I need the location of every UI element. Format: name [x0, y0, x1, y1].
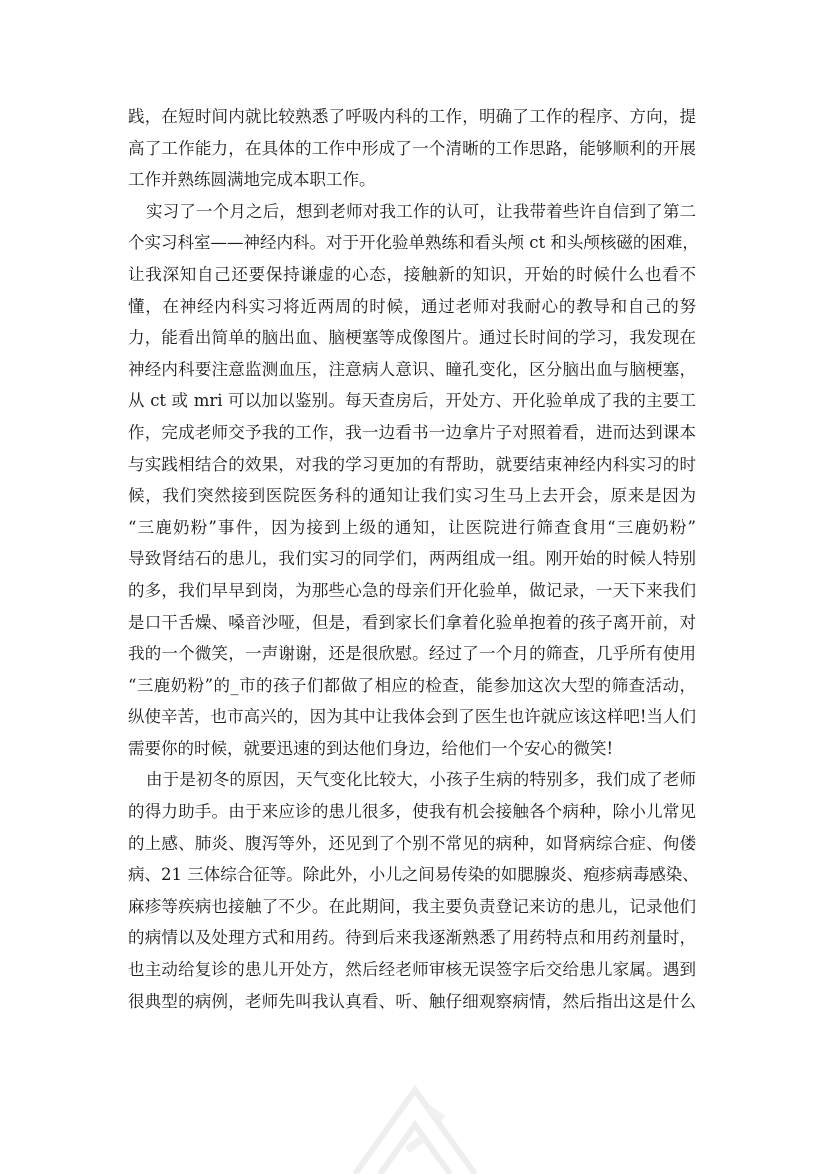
paragraph-2-line: 是口干舌燥、嗓音沙哑，但是，看到家长们拿着化验单抱着的孩子离开前，对	[128, 612, 696, 632]
paragraph-2-line: 个实习科室——神经内科。对于开化验单熟练和看头颅 ct 和头颅核磁的困难，	[128, 233, 699, 253]
paragraph-1-line: 践，在短时间内就比较熟悉了呼吸内科的工作，明确了工作的程序、方向，提	[128, 107, 696, 126]
paragraph-3-line: 很典型的病例，老师先叫我认真看、听、触仔细观察病情，然后指出这是什么	[128, 991, 696, 1011]
paragraph-3-line: 的得力助手。由于来应诊的患儿很多，使我有机会接触各个病种，除小儿常见	[128, 802, 696, 822]
paragraph-2-line: 我的一个微笑，一声谢谢，还是很欣慰。经过了一个月的筛查，几乎所有使用	[128, 644, 696, 664]
paragraph-2-line: 让我深知自己还要保持谦虚的心态，接触新的知识，开始的时候什么也看不	[128, 264, 696, 284]
paragraph-2-line: 候，我们突然接到医院医务科的通知让我们实习生马上去开会，原来是因为	[128, 486, 696, 506]
paragraph-2-line: 需要你的时候，就要迅速的到达他们身边，给他们一个安心的微笑!	[128, 738, 614, 758]
paragraph-3-line: 病、21 三体综合征等。除此外，小儿之间易传染的如腮腺炎、疱疹病毒感染、	[128, 865, 699, 885]
paragraph-1-line: 工作并熟练圆满地完成本职工作。	[128, 170, 376, 190]
document-body	[128, 101, 699, 1017]
paragraph-2-line: 与实践相结合的效果，对我的学习更加的有帮助，就要结束神经内科实习的时	[128, 454, 696, 474]
watermark-logo-icon	[335, 1070, 495, 1174]
paragraph-2-line: 力，能看出简单的脑出血、脑梗塞等成像图片。通过长时间的学习，我发现在	[128, 328, 696, 348]
watermark-logo	[335, 1070, 495, 1174]
paragraph-2-line: 从 ct 或 mri 可以加以鉴别。每天查房后，开处方、开化验单成了我的主要工	[128, 391, 696, 411]
paragraph-2-line: 实习了一个月之后，想到老师对我工作的认可，让我带着些许自信到了第二	[146, 201, 696, 221]
paragraph-2-line: 懂，在神经内科实习将近两周的时候，通过老师对我耐心的教导和自己的努	[128, 296, 696, 316]
paragraph-3-line: 麻疹等疾病也接触了不少。在此期间，我主要负责登记来访的患儿，记录他们	[128, 896, 696, 916]
paragraph-2-line: “三鹿奶粉”的_市的孩子们都做了相应的检查，能参加这次大型的筛查活动，	[128, 675, 696, 695]
paragraph-3-line: 的上感、肺炎、腹泻等外，还见到了个别不常见的病种，如肾病综合症、佝偻	[128, 833, 696, 853]
paragraph-2-line: 神经内科要注意监测血压，注意病人意识、瞳孔变化，区分脑出血与脑梗塞，	[128, 359, 696, 379]
paragraph-2-line: 的多，我们早早到岗，为那些心急的母亲们开化验单，做记录，一天下来我们	[128, 580, 696, 600]
paragraph-2-line: 纵使辛苦，也市高兴的，因为其中让我体会到了医生也许就应该这样吧!当人们	[128, 707, 696, 727]
paragraph-3-line: 的病情以及处理方式和用药。待到后来我逐渐熟悉了用药特点和用药剂量时，	[128, 928, 696, 948]
paragraph-1-line: 高了工作能力，在具体的工作中形成了一个清晰的工作思路，能够顺利的开展	[128, 138, 696, 158]
paragraph-3-line: 由于是初冬的原因，天气变化比较大，小孩子生病的特别多，我们成了老师	[146, 770, 696, 790]
paragraph-2-line: 导致肾结石的患儿，我们实习的同学们，两两组成一组。刚开始的时候人特别	[128, 549, 696, 569]
paragraph-2-line: “三鹿奶粉”事件，因为接到上级的通知，让医院进行筛查食用“三鹿奶粉”	[128, 517, 696, 537]
paragraph-3-line: 也主动给复诊的患儿开处方，然后经老师审核无误签字后交给患儿家属。遇到	[128, 960, 696, 980]
paragraph-2-line: 作，完成老师交予我的工作，我一边看书一边拿片子对照着看，进而达到课本	[128, 422, 696, 442]
